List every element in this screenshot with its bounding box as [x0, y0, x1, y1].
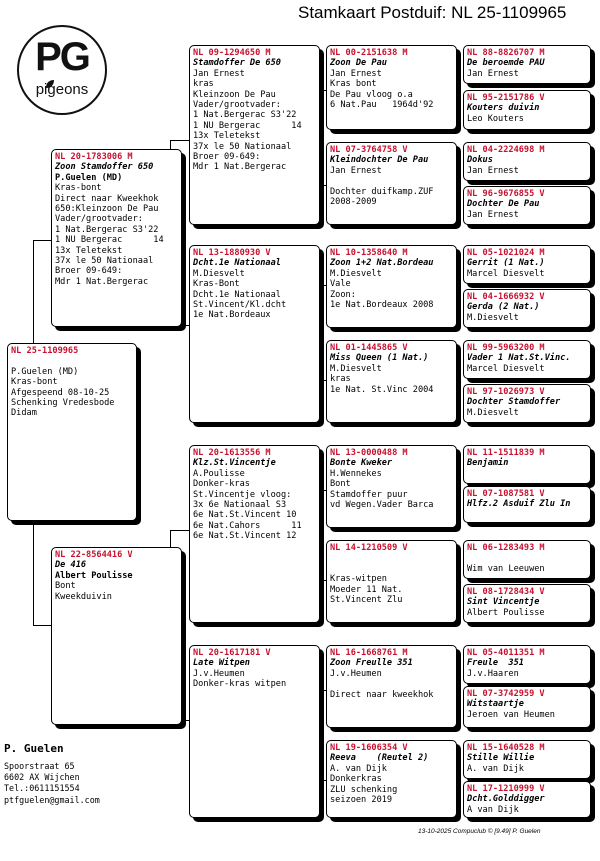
- logo-subtitle: pigeons: [35, 81, 89, 98]
- card-line: Stamdoffer puur: [330, 489, 408, 500]
- owner-address: Spoorstraat 65: [4, 761, 75, 771]
- card-line: Mdr 1 Nat.Bergerac: [55, 276, 149, 287]
- card-line: Witstaartje: [467, 699, 524, 710]
- ring-number: NL 13-1880930 V: [193, 248, 271, 258]
- pedigree-card-mfff: [463, 445, 591, 484]
- ring-number: NL 06-1283493 M: [467, 543, 545, 553]
- card-line: kras: [330, 374, 351, 385]
- card-line: 1 Nat.Bergerac S3'22: [55, 224, 159, 235]
- card-line: [330, 176, 453, 186]
- card-line: A. van Dijk: [330, 763, 387, 774]
- card-line: [330, 564, 453, 574]
- ring-number: NL 08-1728434 V: [467, 587, 545, 597]
- card-line: 6e Nat.St.Vincent 12: [193, 531, 297, 542]
- card-line: St.Vincentje vloog:: [193, 489, 292, 500]
- pedigree-card-mf: [189, 445, 320, 623]
- card-line: 1e Nat. St.Vinc 2004: [330, 384, 434, 395]
- pedigree-card-mm: [189, 645, 320, 818]
- card-line: P.Guelen (MD): [11, 366, 79, 377]
- card-line: seizoen 2019: [330, 795, 393, 806]
- owner-contact: [4, 742, 154, 806]
- ring-number: NL 13-0000488 M: [330, 448, 408, 458]
- pedigree-card-mfmm: [463, 584, 591, 623]
- pedigree-card-mffm: [463, 486, 591, 523]
- card-line: [467, 553, 587, 563]
- footer-credit: 13-10-2025 Compuclub © [9.49] P. Guelen: [418, 828, 541, 835]
- card-line: Jan Ernest: [467, 68, 519, 79]
- card-line: 37x le 50 Nationaal: [193, 141, 292, 152]
- connector: [170, 530, 189, 531]
- card-line: Kras-bont: [55, 183, 102, 194]
- connector: [33, 625, 51, 626]
- card-line: Donker-kras witpen: [193, 679, 287, 690]
- card-line: Jan Ernest: [193, 68, 245, 79]
- ring-number: NL 04-2224698 M: [467, 145, 545, 155]
- card-line: Zoon 1+2 Nat.Bordeau: [330, 258, 434, 269]
- card-line: Reeva (Reutel 2): [330, 753, 429, 764]
- card-line: Zoon Stamdoffer 650: [55, 162, 154, 173]
- pedigree-card-ffff: [463, 45, 591, 84]
- pedigree-card-ffmf: [463, 142, 591, 181]
- card-line: Stamdoffer De 650: [193, 58, 281, 69]
- card-line: 1 NU Bergerac 14: [193, 120, 302, 131]
- card-line: Dochter duifkamp.ZUF: [330, 186, 434, 197]
- card-line: M.Diesvelt: [330, 363, 382, 374]
- ring-number: NL 19-1606354 V: [330, 743, 408, 753]
- card-line: Broer 09-649:: [193, 152, 261, 163]
- pedigree-card-fm: [189, 245, 320, 423]
- card-line: St.Vincent Zlu: [330, 595, 403, 605]
- card-line: 6e Nat.Cahors 11: [193, 520, 302, 531]
- card-line: Benjamin: [467, 458, 509, 469]
- card-line: M.Diesvelt: [193, 268, 245, 279]
- card-line: Kras bont: [330, 79, 377, 90]
- pedigree-card-ffmm: [463, 186, 591, 225]
- card-line: Kweekduivin: [55, 591, 112, 602]
- pedigree-card-fmmm: [463, 384, 591, 423]
- card-line: Gerda (2 Nat.): [467, 302, 540, 313]
- card-line: 1 Nat.Bergerac S3'22: [193, 110, 297, 121]
- card-line: ZLU schenking: [330, 784, 398, 795]
- card-line: Wim van Leeuwen: [467, 563, 545, 574]
- card-line: A van Dijk: [467, 804, 519, 815]
- logo-brand: PG: [35, 35, 89, 79]
- ring-number: NL 22-8564416 V: [55, 550, 133, 560]
- card-line: Miss Queen (1 Nat.): [330, 353, 429, 364]
- ring-number: NL 97-1026973 V: [467, 387, 545, 397]
- card-line: Jan Ernest: [330, 165, 382, 176]
- card-line: P.Guelen (MD): [55, 172, 123, 183]
- card-line: Direct naar Kweekhok: [55, 193, 159, 204]
- card-line: Klz.St.Vincentje: [193, 458, 276, 469]
- card-line: Kras-witpen: [330, 574, 387, 585]
- card-line: Dokus: [467, 155, 493, 166]
- ring-number: NL 00-2151638 M: [330, 48, 408, 58]
- pedigree-card-mother: [51, 547, 182, 725]
- card-line: Kleinzoon De Pau: [193, 89, 276, 100]
- ring-number: NL 07-3742959 V: [467, 689, 545, 699]
- pedigree-card-mmff: [463, 645, 591, 684]
- card-line: 6e Nat.St.Vincent 10: [193, 510, 297, 521]
- card-line: J.v.Heumen: [330, 668, 382, 679]
- card-line: Vale: [330, 279, 351, 290]
- pedigree-card-mmmm: [463, 781, 591, 818]
- card-line: [11, 356, 133, 366]
- connector: [33, 240, 51, 241]
- card-line: Albert Poulisse: [55, 570, 133, 581]
- card-line: Donkerkras: [330, 774, 382, 785]
- ring-number: NL 88-8826707 M: [467, 48, 545, 58]
- card-line: Vader 1 Nat.St.Vinc.: [467, 353, 571, 364]
- ring-number: NL 15-1640528 M: [467, 743, 545, 753]
- pg-pigeons-logo: [17, 25, 107, 115]
- pedigree-card-subject: [7, 343, 137, 521]
- card-line: 1e Nat.Bordeaux 2008: [330, 300, 434, 311]
- pedigree-card-mmf: [326, 645, 457, 728]
- card-line: Marcel Diesvelt: [467, 363, 545, 374]
- card-line: Jeroen van Heumen: [467, 709, 555, 720]
- card-line: J.v.Haaren: [467, 668, 519, 679]
- pedigree-card-fmm: [326, 340, 457, 423]
- card-line: A. van Dijk: [467, 763, 524, 774]
- ring-number: NL 14-1210509 V: [330, 543, 408, 553]
- ring-number: NL 09-1294650 M: [193, 48, 271, 58]
- ring-number: NL 07-3764758 V: [330, 145, 408, 155]
- card-line: Jan Ernest: [467, 165, 519, 176]
- connector: [170, 140, 189, 141]
- card-line: 6 Nat.Pau 1964d'92: [330, 100, 434, 111]
- card-line: Zoon:: [330, 289, 356, 300]
- card-line: M.Diesvelt: [330, 268, 382, 279]
- card-line: Dcht.1e Nationaal: [193, 289, 281, 300]
- ring-number: NL 96-9676855 V: [467, 189, 545, 199]
- ring-number: NL 25-1109965: [11, 346, 79, 356]
- pedigree-card-fffm: [463, 90, 591, 130]
- card-line: De beroemde PAU: [467, 58, 545, 69]
- card-line: M.Diesvelt: [467, 312, 519, 323]
- card-line: Sint Vincentje: [467, 597, 540, 608]
- ring-number: NL 10-1358640 M: [330, 248, 408, 258]
- card-line: Vader/grootvader:: [193, 100, 281, 111]
- card-line: Bont: [55, 581, 76, 592]
- card-line: Bont: [330, 479, 351, 490]
- owner-postcode: 6602 AX Wijchen: [4, 772, 80, 783]
- card-line: Late Witpen: [193, 658, 250, 669]
- owner-phone: Tel.:0611151554: [4, 783, 80, 794]
- card-line: St.Vincent/Kl.dcht: [193, 300, 287, 311]
- ring-number: NL 17-1210999 V: [467, 784, 545, 794]
- card-line: Jan Ernest: [467, 209, 519, 220]
- ring-number: NL 05-4011351 M: [467, 648, 545, 658]
- card-line: 1 NU Bergerac 14: [55, 235, 164, 246]
- card-line: [330, 679, 453, 689]
- owner-name: P. Guelen: [4, 742, 64, 755]
- card-line: 650:Kleinzoon De Pau: [55, 204, 159, 215]
- ring-number: NL 20-1617181 V: [193, 648, 271, 658]
- card-line: Stille Willie: [467, 753, 535, 764]
- ring-number: NL 95-2151786 V: [467, 93, 545, 103]
- card-line: Freule 351: [467, 658, 524, 669]
- card-line: Hlfz.2 Asduif Zlu In: [467, 499, 571, 510]
- card-line: Donker-kras: [193, 479, 250, 490]
- card-line: [330, 553, 453, 563]
- card-line: Leo Kouters: [467, 113, 524, 124]
- ring-number: NL 20-1783006 M: [55, 152, 133, 162]
- card-line: vd Wegen.Vader Barca: [330, 500, 434, 511]
- card-line: Albert Poulisse: [467, 607, 545, 618]
- card-line: 13x Teletekst: [193, 131, 261, 142]
- pedigree-card-fff: [326, 45, 457, 130]
- page-title: Stamkaart Postduif: NL 25-1109965: [298, 3, 567, 22]
- card-line: De 416: [55, 560, 87, 571]
- card-line: Mdr 1 Nat.Bergerac: [193, 162, 287, 173]
- card-line: Vader/grootvader:: [55, 214, 143, 225]
- pedigree-card-mmm: [326, 740, 457, 818]
- card-line: kras: [193, 79, 214, 90]
- pedigree-card-mfm: [326, 540, 457, 623]
- card-line: Moeder 11 Nat.: [330, 584, 403, 595]
- pedigree-card-fmff: [463, 245, 591, 284]
- owner-email: ptfguelen@gmail.com: [4, 794, 100, 805]
- card-line: Zoon Freulle 351: [330, 658, 413, 669]
- card-line: J.v.Heumen: [193, 668, 245, 679]
- ring-number: NL 99-5963200 M: [467, 343, 545, 353]
- card-line: A.Poulisse: [193, 468, 245, 479]
- pedigree-card-fmfm: [463, 289, 591, 328]
- card-line: Kleindochter De Pau: [330, 155, 429, 166]
- card-line: Zoon De Pau: [330, 58, 387, 69]
- card-line: Afgespeend 08-10-25: [11, 387, 110, 398]
- card-line: Direct naar kweekhok: [330, 689, 434, 700]
- card-line: Didam: [11, 408, 37, 419]
- card-line: Schenking Vredesbode: [11, 398, 115, 409]
- card-line: 37x le 50 Nationaal: [55, 256, 154, 267]
- card-line: 3x 6e Nationaal S3: [193, 500, 287, 511]
- card-line: Dochter De Pau: [467, 199, 540, 210]
- card-line: 1e Nat.Bordeaux: [193, 310, 271, 321]
- card-line: Dcht.1e Nationaal: [193, 258, 281, 269]
- card-line: Dochter Stamdoffer: [467, 397, 561, 408]
- ring-number: NL 11-1511839 M: [467, 448, 545, 458]
- card-line: De Pau vloog o.a: [330, 89, 413, 100]
- card-line: Kras-bont: [11, 377, 58, 388]
- pedigree-card-mmfm: [463, 686, 591, 728]
- card-line: Jan Ernest: [330, 68, 382, 79]
- pedigree-card-mff: [326, 445, 457, 528]
- card-line: M.Diesvelt: [467, 407, 519, 418]
- ring-number: NL 04-1666932 V: [467, 292, 545, 302]
- pedigree-card-ffm: [326, 142, 457, 225]
- card-line: Dcht.Golddigger: [467, 794, 545, 805]
- pedigree-card-father: [51, 149, 182, 327]
- pedigree-card-mmmf: [463, 740, 591, 779]
- card-line: Kouters duivin: [467, 103, 540, 114]
- pedigree-card-fmf: [326, 245, 457, 328]
- pedigree-card-mfmf: [463, 540, 591, 579]
- ring-number: NL 16-1668761 M: [330, 648, 408, 658]
- pedigree-card-fmmf: [463, 340, 591, 379]
- card-line: Bonte Kweker: [330, 458, 393, 469]
- card-line: Kras-Bont: [193, 279, 240, 290]
- ring-number: NL 05-1021024 M: [467, 248, 545, 258]
- card-line: H.Wennekes: [330, 468, 382, 479]
- pedigree-card-ff: [189, 45, 320, 225]
- card-line: 2008-2009: [330, 197, 377, 208]
- card-line: Marcel Diesvelt: [467, 268, 545, 279]
- ring-number: NL 07-1087581 V: [467, 489, 545, 499]
- ring-number: NL 20-1613556 M: [193, 448, 271, 458]
- card-line: Broer 09-649:: [55, 266, 123, 277]
- card-line: Gerrit (1 Nat.): [467, 258, 545, 269]
- ring-number: NL 01-1445865 V: [330, 343, 408, 353]
- card-line: 13x Teletekst: [55, 245, 123, 256]
